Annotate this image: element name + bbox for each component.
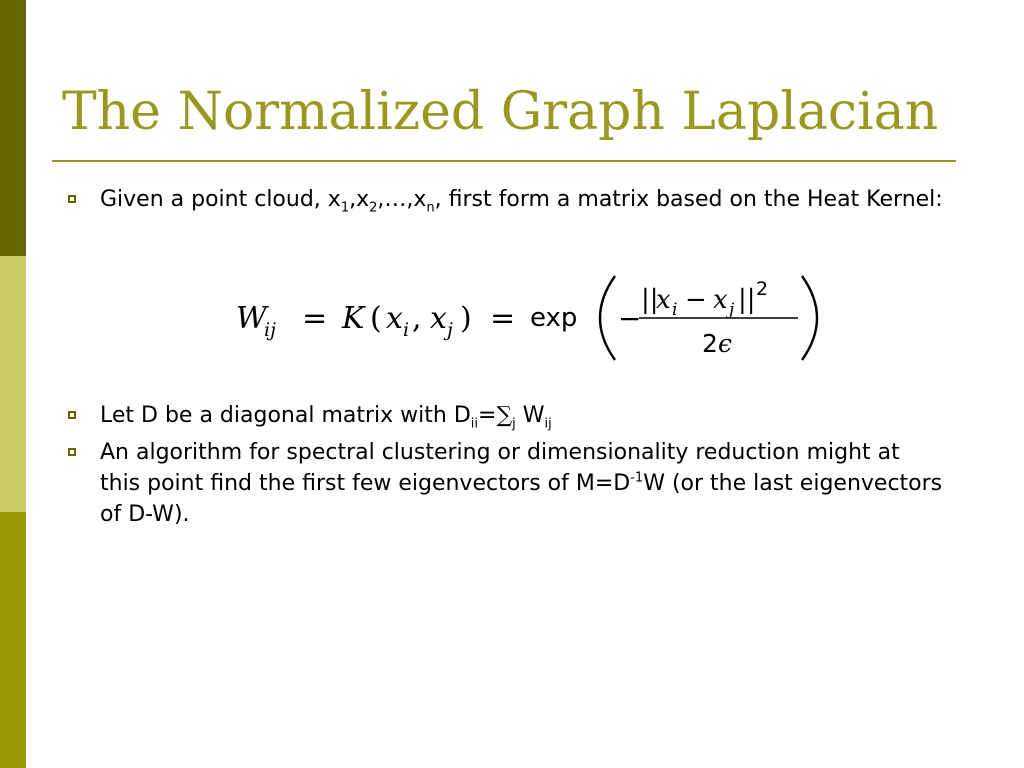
formula-two: 2 — [702, 329, 718, 358]
formula-xi: x — [656, 285, 671, 315]
formula-squared: 2 — [756, 278, 769, 300]
formula-comma: , — [412, 301, 422, 336]
square-bullet-icon — [68, 195, 76, 203]
formula-minus: − — [618, 302, 642, 335]
sidebar-segment-medium — [0, 512, 26, 768]
title-underline — [52, 160, 956, 162]
formula-w-subscript: ij — [264, 319, 276, 341]
heat-kernel-formula — [232, 270, 832, 366]
formula-j-1: j — [447, 319, 453, 341]
bullet-point-cloud: Given a point cloud, $x_1,x_2,\dots,x_n$, first form a matrix based on the Heat Kernel: — [66, 184, 946, 215]
bullet-spectral-clustering: An algorithm for spectral clustering or dimensionality reduction might at this point find the first few eigenvectors of $M=D^{-1}W$ (or the last eigenvectors of D-W). — [66, 437, 946, 530]
formula-w: W — [236, 301, 267, 336]
formula-minus-2: − — [685, 285, 707, 315]
bullet-list — [66, 184, 946, 275]
formula-big-paren-close — [802, 276, 817, 360]
formula-epsilon: ϵ — [718, 329, 733, 358]
sidebar-segment-dark — [0, 0, 26, 256]
decorative-sidebar — [0, 0, 26, 768]
formula-paren-open: ( — [370, 301, 382, 336]
formula-paren-close: ) — [460, 301, 472, 336]
formula-svg — [232, 270, 832, 366]
formula-xj: x — [713, 285, 728, 315]
square-bullet-icon — [68, 411, 76, 419]
square-bullet-icon — [68, 448, 76, 456]
formula-i-2: i — [672, 300, 678, 320]
formula-equals-1: = — [302, 301, 328, 336]
formula-x-1: x — [386, 301, 403, 336]
formula-equals-2: = — [490, 301, 516, 336]
formula-exp: exp — [530, 303, 578, 333]
formula-i-1: i — [403, 319, 410, 341]
bullet-list-lower — [66, 400, 946, 536]
sidebar-segment-light — [0, 256, 26, 512]
formula-norm-open: || — [641, 285, 659, 315]
sigma-symbol: ∑ — [496, 403, 513, 428]
formula-big-paren-open — [600, 276, 615, 360]
formula-norm-close: || — [738, 285, 756, 315]
formula-j-2: j — [729, 300, 735, 320]
bullet-diagonal-matrix: Let D be a diagonal matrix with $D_{ii}=\sum_j$ $W_{ij}$ — [66, 400, 946, 431]
slide-title: The Normalized Graph Laplacian — [62, 82, 939, 142]
formula-k: K — [342, 301, 365, 336]
formula-x-2: x — [430, 301, 447, 336]
